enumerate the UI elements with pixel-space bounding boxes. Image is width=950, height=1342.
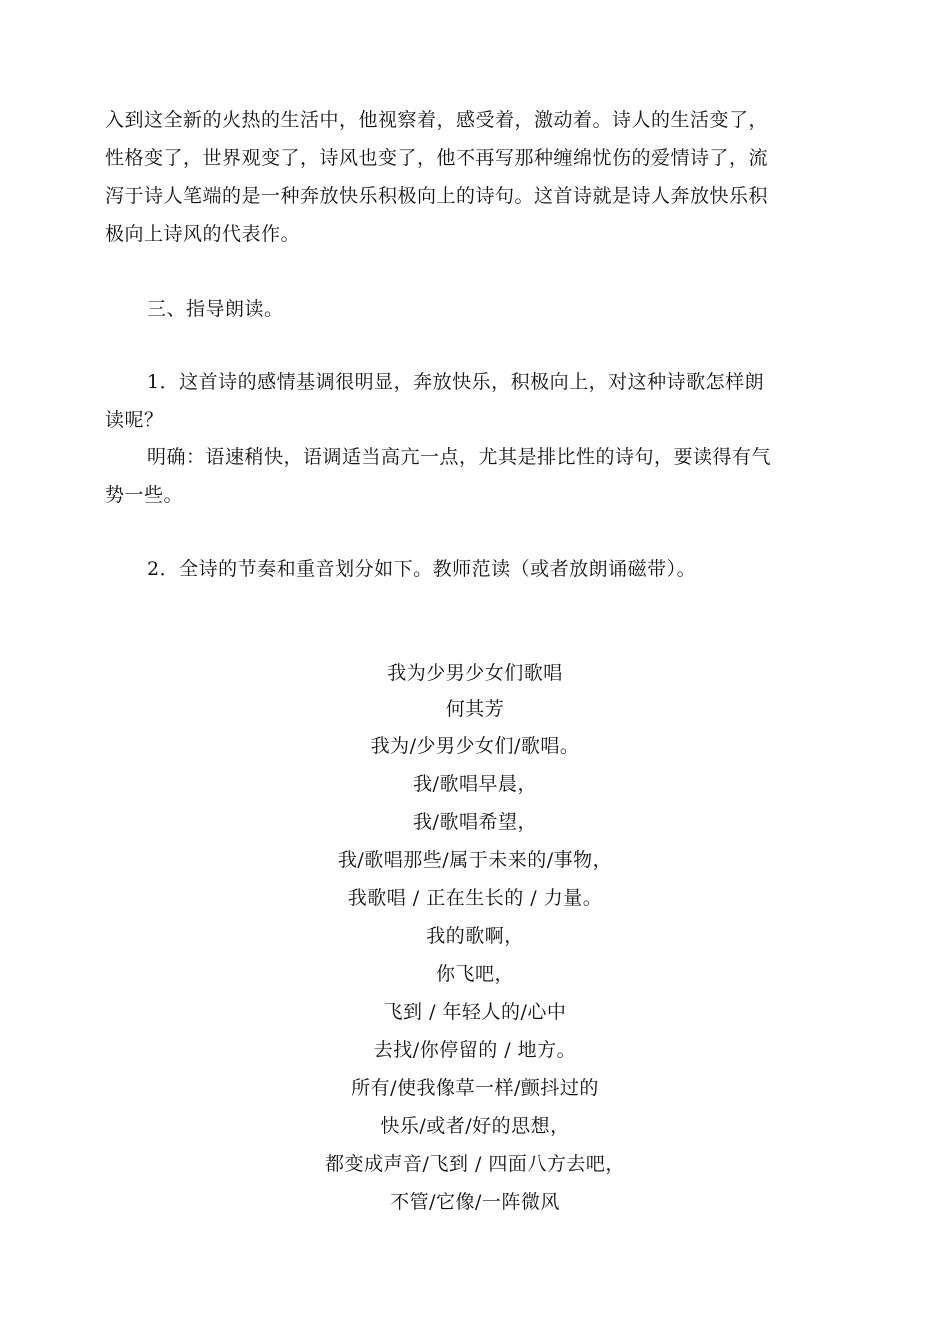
intro-line: 入到这全新的火热的生活中，他视察着，感受着，激动着。诗人的生活变了， (105, 109, 769, 131)
poem-line: 不管/它像/一阵微风 (390, 1191, 560, 1213)
section-heading (105, 290, 850, 328)
poem-line: 我的歌啊， (426, 925, 524, 947)
poem-line: 我/歌唱希望， (413, 811, 537, 833)
item-1-line: 读呢？ (105, 409, 164, 431)
poem-line: 飞到 / 年轻人的/心中 (383, 1001, 567, 1023)
item-2-text: 2．全诗的节奏和重音划分如下。教师范读（或者放朗诵磁带）。 (147, 558, 697, 580)
poem-line: 去找/你停留的 / 地方。 (373, 1039, 577, 1061)
poem-title: 我为少男少女们歌唱 (387, 662, 563, 684)
intro-line: 性格变了，世界观变了，诗风也变了，他不再写那种缠绵忧伤的爱情诗了，流 (105, 147, 769, 169)
poem-line: 我/歌唱那些/属于未来的/事物， (337, 849, 613, 871)
poem-line: 所有/使我像草一样/颤抖过的 (351, 1077, 599, 1099)
item-2-paragraph (105, 550, 850, 588)
poem-author: 何其芳 (445, 698, 505, 720)
poem-line: 我歌唱 / 正在生长的 / 力量。 (347, 887, 603, 909)
item-1-paragraph (105, 363, 850, 439)
clarification-paragraph (105, 438, 850, 514)
poem (0, 655, 950, 1221)
clarification-line: 明确：语速稍快，语调适当高亢一点，尤其是排比性的诗句，要读得有气 (147, 446, 772, 468)
poem-line: 你飞吧， (435, 963, 514, 985)
poem-line: 都变成声音/飞到 / 四面八方去吧， (325, 1153, 625, 1175)
clarification-line: 势一些。 (105, 484, 184, 506)
intro-line: 极向上诗风的代表作。 (105, 223, 301, 245)
intro-line: 泻于诗人笔端的是一种奔放快乐积极向上的诗句。这首诗就是诗人奔放快乐积 (105, 185, 769, 207)
item-1-line: 1．这首诗的感情基调很明显，奔放快乐，积极向上，对这种诗歌怎样朗 (147, 371, 765, 393)
poem-line: 快乐/或者/好的思想， (380, 1115, 570, 1137)
section-heading-text: 三、指导朗读。 (147, 298, 284, 320)
poem-line: 我/歌唱早晨， (413, 773, 537, 795)
intro-paragraph (105, 101, 850, 253)
poem-line: 我为/少男少女们/歌唱。 (370, 735, 580, 757)
